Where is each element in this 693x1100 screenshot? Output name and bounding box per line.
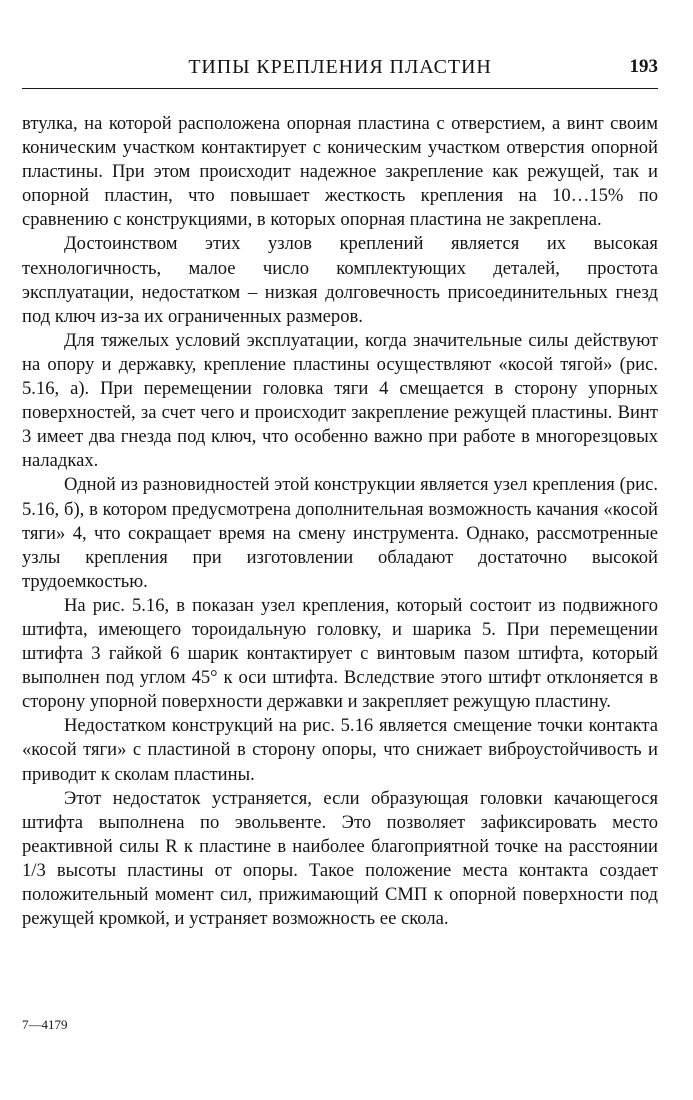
paragraph: На рис. 5.16, в показан узел крепления, который состоит из подвижного штифта, имеющего тороидальную головку, и шарика 5. При перемещении штифта 3 гайкой 6 шарик контактирует с винтовым пазом штифта, который выполнен под углом 45° к оси штифта. Вследствие этого штифт отклоняется в сторону упорной поверхности державки и закрепляет режущую пластину. xyxy=(22,594,658,713)
paragraph: Этот недостаток устраняется, если образующая головки качающегося штифта выполнена по эвольвенте. Это позволяет зафиксировать место реактивной силы R к пластине в наиболее благоприятной точке на расстоянии 1/3 высоты пластины от опоры. Такое положение места контакта создает положительный момент сил, прижимающий СМП к опорной поверхности под режущей кромкой, и устраняет возможность ее скола. xyxy=(22,787,658,930)
page-number: 193 xyxy=(629,56,658,77)
paragraph: Одной из разновидностей этой конструкции является узел крепления (рис. 5.16, б), в котором предусмотрена дополнительная возможность качания «косой тяги» 4, что сокращает время на смену инструмента. Однако, рассмотренные узлы крепления при изготовлении обладают достаточно высокой трудоемкостью. xyxy=(22,474,658,592)
body-text xyxy=(22,112,658,931)
paragraph: Достоинством этих узлов креплений является их высокая технологичность, малое число комплектующих деталей, простота эксплуатации, недостатком – низкая долговечность присоединительных гнезд под ключ из-за их ограниченных размеров. xyxy=(22,233,658,327)
running-title: ТИПЫ КРЕПЛЕНИЯ ПЛАСТИН xyxy=(188,56,492,78)
paragraph: Для тяжелых условий эксплуатации, когда значительные силы действуют на опору и державку, крепление пластины осуществляют «косой тягой» (рис. 5.16, а). При перемещении головка тяги 4 смещается в сторону упорных поверхностей, за счет чего и происходит закрепление режущей пластины. Винт 3 имеет два гнезда под ключ, что особенно важно при работе в многорезцовых наладках. xyxy=(22,329,658,472)
paragraph: Недостатком конструкций на рис. 5.16 является смещение точки контакта «косой тяги» с пластиной в сторону опоры, что снижает виброустойчивость и приводит к сколам пластины. xyxy=(22,715,658,785)
paragraph: втулка, на которой расположена опорная пластина с отверстием, а винт своим коническим участком контактирует с коническим участком отверстия опорной пластины. При этом происходит надежное закрепление как режущей, так и опорной пластин, что повышает жесткость крепления на 10…15% по сравнению с конструкциями, в которых опорная пластина не закреплена. xyxy=(22,113,658,231)
page-header xyxy=(22,48,658,89)
printer-signature: 7—4179 xyxy=(22,1017,68,1032)
